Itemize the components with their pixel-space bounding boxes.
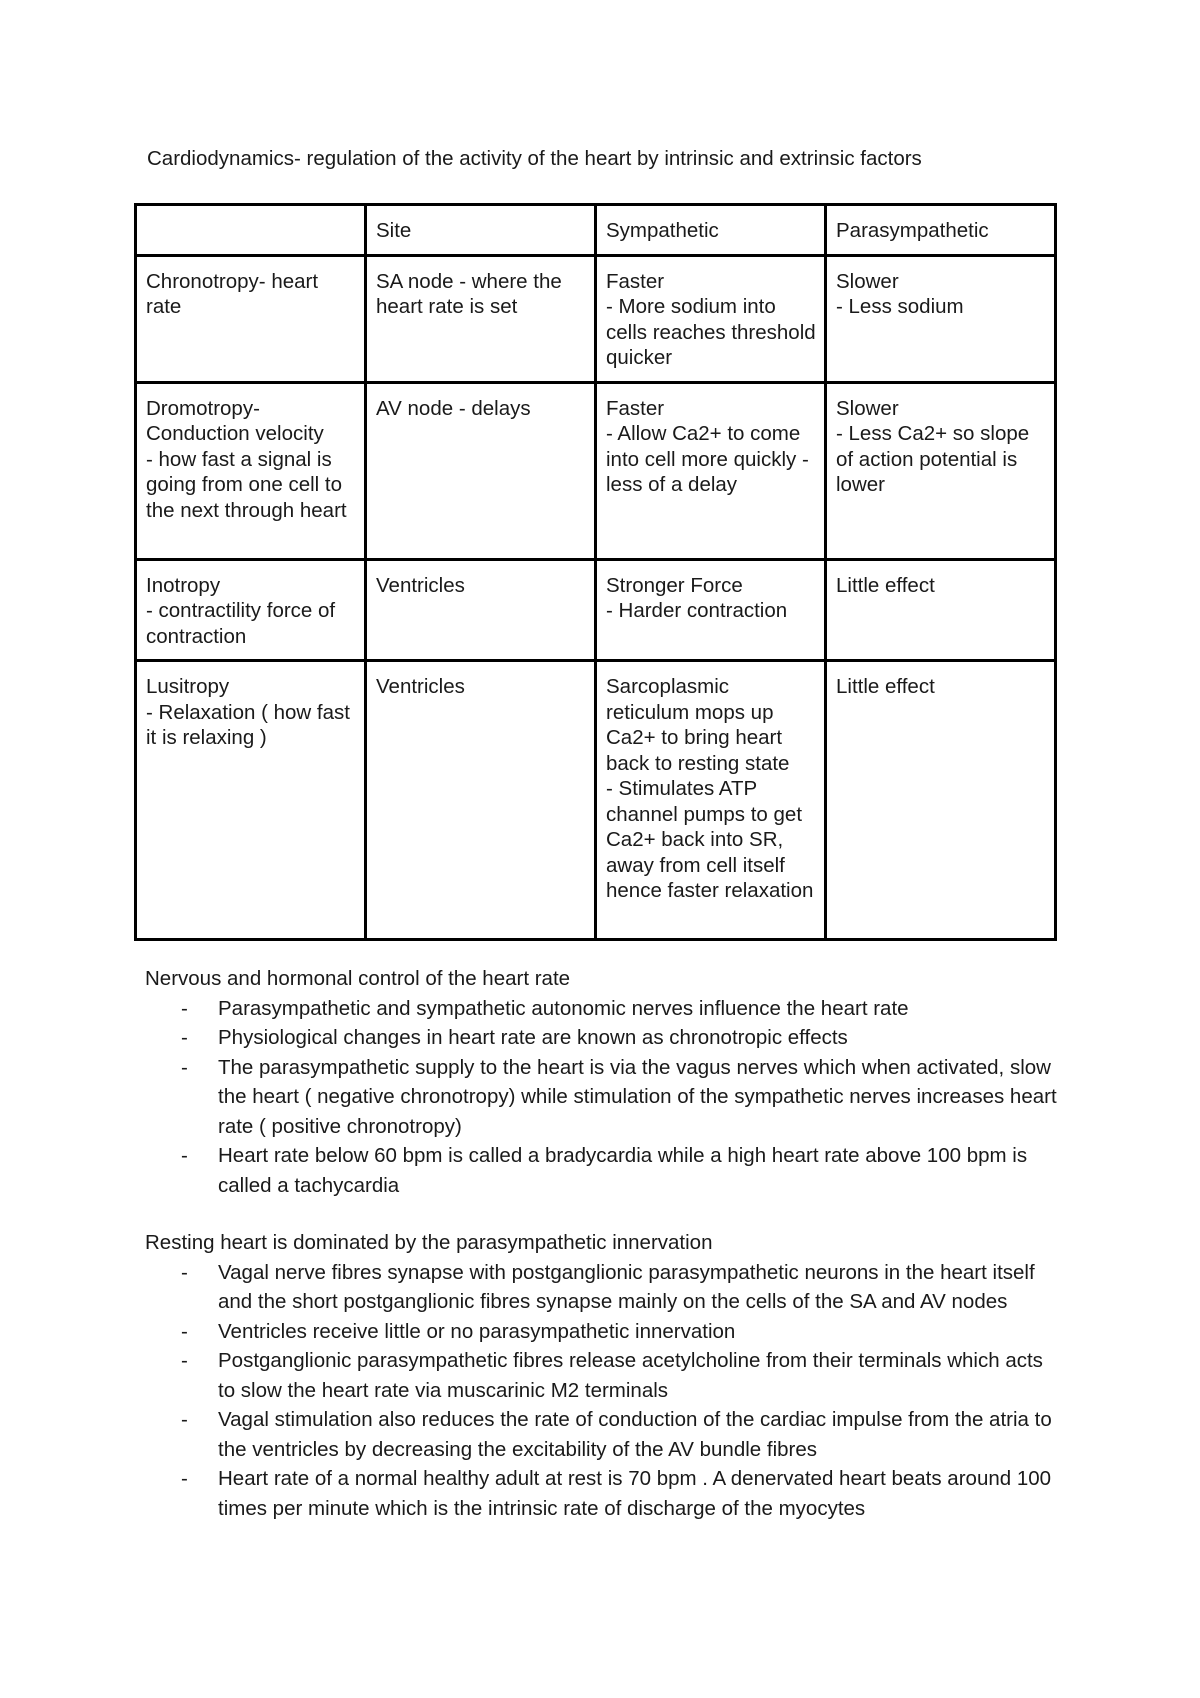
table-cell-sympathetic xyxy=(596,661,826,940)
header-cell-empty xyxy=(136,205,366,256)
table-cell-effect xyxy=(136,382,366,559)
cell-line: Slower xyxy=(836,269,899,293)
cell-line: Lusitropy xyxy=(146,675,230,698)
cell-line: Dromotropy- xyxy=(146,396,260,420)
cell-line: Little effect xyxy=(836,573,935,597)
cell-line: - Stimulates ATP channel pumps to get Ca2+ back into SR, away from cell itself hence faster relaxation xyxy=(606,777,814,902)
dash-bullet-icon: - xyxy=(181,1055,188,1079)
cell-line: AV node - delays xyxy=(376,396,531,420)
list-item xyxy=(145,1346,1058,1405)
cell-line: Sarcoplasmic reticulum mops up Ca2+ to bring heart back to resting state xyxy=(606,675,790,775)
table-cell-sympathetic xyxy=(596,559,826,661)
dash-bullet-icon: - xyxy=(181,1260,188,1284)
list-item xyxy=(145,1317,1058,1347)
cell-line: - how fast a signal is going from one cell to the next through heart xyxy=(146,447,347,522)
table-cell-parasympathetic xyxy=(826,255,1056,382)
table-row-chronotropy xyxy=(136,255,1056,382)
list-item xyxy=(145,994,1058,1024)
section-resting-heart xyxy=(145,1228,1058,1523)
cell-line: SA node - where the heart rate is set xyxy=(376,269,562,318)
cell-line: Ventricles xyxy=(376,573,465,597)
list-item-text: Vagal nerve fibres synapse with postganglionic parasympathetic neurons in the heart itself and the short postganglionic fibres synapse mainly on the cells of the SA and AV nodes xyxy=(218,1260,1035,1313)
table-row-dromotropy xyxy=(136,382,1056,559)
table-row-inotropy xyxy=(136,559,1056,661)
table-row-lusitropy xyxy=(136,661,1056,940)
bullet-list xyxy=(145,1258,1058,1524)
cell-line: - Allow Ca2+ to come into cell more quickly - less of a delay xyxy=(606,422,809,496)
list-item xyxy=(145,1464,1058,1523)
list-item xyxy=(145,1023,1058,1053)
cell-line: - Less sodium xyxy=(836,295,964,318)
cell-line: Faster xyxy=(606,396,665,420)
cell-line: Ventricles xyxy=(376,675,465,698)
list-item-text: The parasympathetic supply to the heart is via the vagus nerves which when activated, slow the heart ( negative chronotropy) while stimulation of the sympathetic nerves increases heart rate ( positive chronotropy) xyxy=(218,1055,1057,1138)
table-cell-effect xyxy=(136,255,366,382)
table-cell-site xyxy=(366,382,596,559)
dash-bullet-icon: - xyxy=(181,1319,188,1343)
list-item xyxy=(145,1141,1058,1200)
table-cell-sympathetic xyxy=(596,382,826,559)
cell-line: Faster xyxy=(606,269,665,293)
section-heading: Resting heart is dominated by the parasympathetic innervation xyxy=(145,1231,713,1254)
cell-line: - contractility force of contraction xyxy=(146,599,336,648)
table-cell-parasympathetic xyxy=(826,559,1056,661)
list-item xyxy=(145,1053,1058,1142)
header-cell-site: Site xyxy=(366,205,596,256)
table-cell-parasympathetic xyxy=(826,382,1056,559)
cell-line: Slower xyxy=(836,396,899,420)
section-heading: Nervous and hormonal control of the heart rate xyxy=(145,967,571,990)
table-cell-site xyxy=(366,255,596,382)
bullet-list xyxy=(145,994,1058,1201)
table-cell-effect xyxy=(136,661,366,940)
table-header-row xyxy=(136,205,1056,256)
cell-line: - Harder contraction xyxy=(606,599,788,622)
list-item xyxy=(145,1405,1058,1464)
list-item xyxy=(145,1258,1058,1317)
cell-line: Conduction velocity xyxy=(146,422,324,445)
cell-line: Stronger Force xyxy=(606,573,743,597)
header-cell-sympathetic: Sympathetic xyxy=(596,205,826,256)
document-title: Cardiodynamics- regulation of the activity of the heart by intrinsic and extrinsic factors xyxy=(147,147,922,170)
dash-bullet-icon: - xyxy=(181,1026,188,1049)
cell-line: Inotropy xyxy=(146,573,221,597)
cell-line: Chronotropy- heart rate xyxy=(146,269,319,318)
section-nervous-hormonal-control xyxy=(145,964,1058,1200)
table-cell-parasympathetic xyxy=(826,661,1056,940)
dash-bullet-icon: - xyxy=(181,996,188,1020)
list-item-text: Parasympathetic and sympathetic autonomic nerves influence the heart rate xyxy=(218,996,909,1020)
cell-line: Little effect xyxy=(836,675,935,698)
list-item-text: Ventricles receive little or no parasympathetic innervation xyxy=(218,1319,736,1343)
list-item-text: Vagal stimulation also reduces the rate of conduction of the cardiac impulse from the atria to the ventricles by decreasing the excitability of the AV bundle fibres xyxy=(218,1408,1052,1461)
table-cell-sympathetic xyxy=(596,255,826,382)
table-cell-effect xyxy=(136,559,366,661)
dash-bullet-icon: - xyxy=(181,1144,188,1167)
table-cell-site xyxy=(366,661,596,940)
list-item-text: Postganglionic parasympathetic fibres release acetylcholine from their terminals which acts to slow the heart rate via muscarinic M2 terminals xyxy=(218,1349,1043,1402)
cell-line: - More sodium into cells reaches threshold quicker xyxy=(606,295,816,369)
list-item-text: Heart rate below 60 bpm is called a bradycardia while a high heart rate above 100 bpm is called a tachycardia xyxy=(218,1144,1028,1197)
dash-bullet-icon: - xyxy=(181,1349,188,1372)
header-cell-parasympathetic: Parasympathetic xyxy=(826,205,1056,256)
list-item-text: Physiological changes in heart rate are known as chronotropic effects xyxy=(218,1026,848,1049)
dash-bullet-icon: - xyxy=(181,1467,188,1490)
dash-bullet-icon: - xyxy=(181,1408,188,1431)
cell-line: - Relaxation ( how fast it is relaxing ) xyxy=(146,700,350,749)
cardiodynamics-table xyxy=(134,203,1057,941)
list-item-text: Heart rate of a normal healthy adult at rest is 70 bpm . A denervated heart beats around 100 times per minute which is the intrinsic rate of discharge of the myocytes xyxy=(218,1467,1052,1520)
cell-line: - Less Ca2+ so slope of action potential is lower xyxy=(836,422,1030,496)
table-cell-site xyxy=(366,559,596,661)
